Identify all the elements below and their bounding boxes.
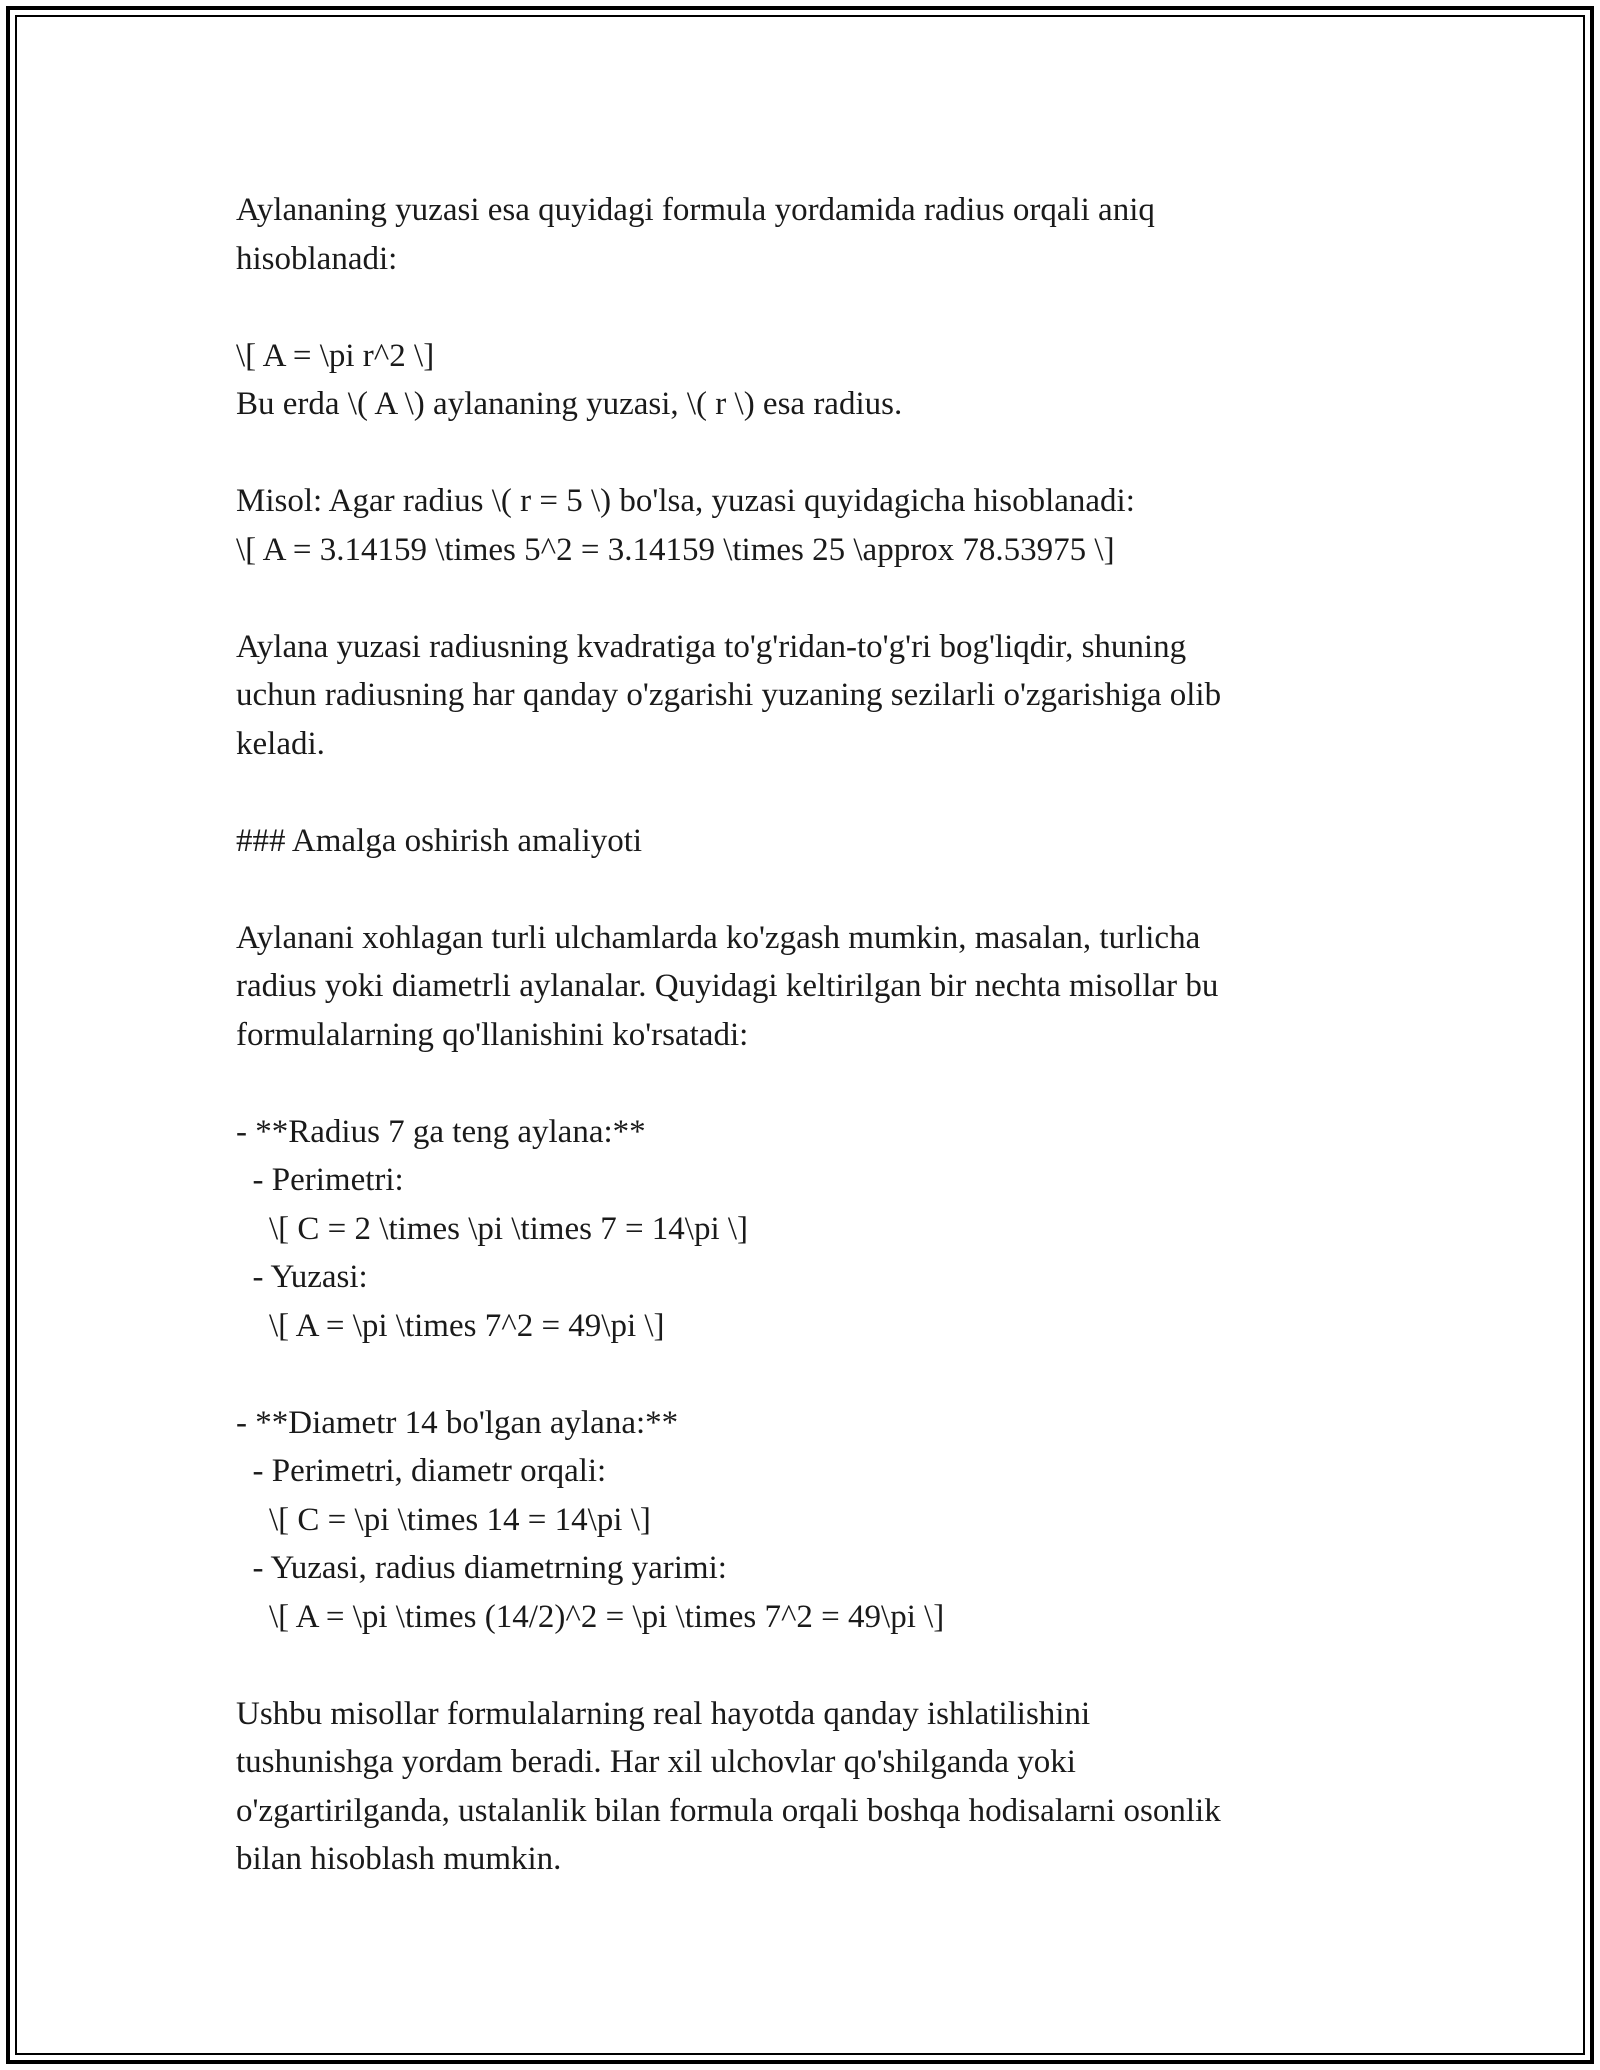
list-item: - **Diametr 14 bo'lgan aylana:** <box>236 1404 679 1441</box>
list-subitem: - Perimetri: <box>236 1162 404 1198</box>
text-line: uchun radiusning har qanday o'zgarishi yuzaning sezilarli o'zgarishiga olib <box>236 677 1222 713</box>
formula-line: \[ A = \pi r^2 \] <box>236 337 435 374</box>
paragraph-area-intro <box>236 186 1386 283</box>
paragraph-gap <box>236 1641 1386 1690</box>
paragraph-gap <box>236 283 1386 332</box>
list-subitem: - Yuzasi: <box>236 1259 368 1295</box>
list-subitem: - Perimetri, diametr orqali: <box>236 1453 607 1489</box>
paragraph-gap <box>236 574 1386 623</box>
text-line: o'zgartirilganda, ustalanlik bilan formula orqali boshqa hodisalarni osonlik <box>236 1792 1221 1829</box>
text-line: radius yoki diametrli aylanalar. Quyidagi keltirilgan bir nechta misollar bu <box>236 968 1219 1004</box>
formula-line: \[ A = \pi \times (14/2)^2 = \pi \times 7^2 = 49\pi \] <box>236 1598 945 1635</box>
text-line: formulalarning qo'llanishini ko'rsatadi: <box>236 1016 749 1053</box>
text-line: Aylana yuzasi radiusning kvadratiga to'g'ridan-to'g'ri bog'liqdir, shuning <box>236 628 1187 665</box>
section-heading <box>236 817 1386 866</box>
text-line: Misol: Agar radius \( r = 5 \) bo'lsa, yuzasi quyidagicha hisoblanadi: <box>236 483 1135 519</box>
list-subitem: - Yuzasi, radius diametrning yarimi: <box>236 1550 727 1586</box>
document-body <box>236 186 1386 1884</box>
paragraph-example <box>236 477 1386 574</box>
text-line: Ushbu misollar formulalarning real hayotda qanday ishlatilishini <box>236 1695 1091 1732</box>
list-diameter-example <box>236 1399 1386 1642</box>
formula-line: \[ A = 3.14159 \times 5^2 = 3.14159 \times 25 \approx 78.53975 \] <box>236 531 1115 568</box>
text-line: bilan hisoblash mumkin. <box>236 1841 562 1877</box>
formula-line: \[ A = \pi \times 7^2 = 49\pi \] <box>236 1307 665 1344</box>
paragraph-gap <box>236 1059 1386 1108</box>
list-radius-example <box>236 1108 1386 1351</box>
formula-line: \[ C = \pi \times 14 = 14\pi \] <box>236 1501 651 1538</box>
paragraph-gap <box>236 1350 1386 1399</box>
paragraph-dependency <box>236 623 1386 769</box>
paragraph-area-formula <box>236 332 1386 429</box>
formula-line: \[ C = 2 \times \pi \times 7 = 14\pi \] <box>236 1210 749 1247</box>
text-line: Aylananing yuzasi esa quyidagi formula yordamida radius orqali aniq <box>236 192 1155 228</box>
paragraph-practice <box>236 914 1386 1060</box>
text-line: Bu erda \( A \) aylananing yuzasi, \( r \) esa radius. <box>236 386 903 422</box>
paragraph-gap <box>236 768 1386 817</box>
heading-line: ### Amalga oshirish amaliyoti <box>236 822 643 859</box>
paragraph-gap <box>236 865 1386 914</box>
text-line: hisoblanadi: <box>236 240 398 277</box>
paragraph-conclusion <box>236 1690 1386 1884</box>
text-line: Aylanani xohlagan turli ulchamlarda ko'zgash mumkin, masalan, turlicha <box>236 919 1201 956</box>
text-line: tushunishga yordam beradi. Har xil ulchovlar qo'shilganda yoki <box>236 1744 1076 1780</box>
list-item: - **Radius 7 ga teng aylana:** <box>236 1113 646 1150</box>
paragraph-gap <box>236 429 1386 478</box>
text-line: keladi. <box>236 725 325 762</box>
